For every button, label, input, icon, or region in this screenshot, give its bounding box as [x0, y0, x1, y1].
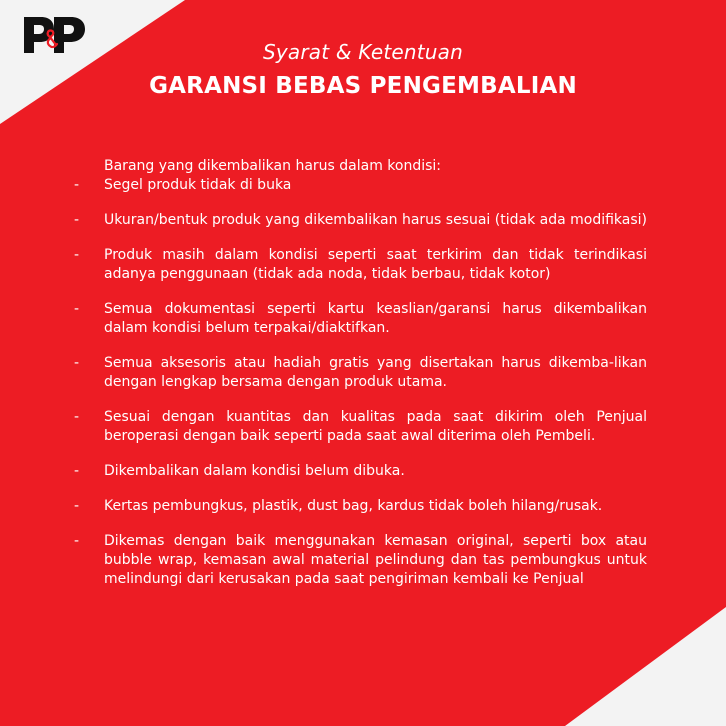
terms-item — [74, 211, 647, 230]
terms-item-text: Dikembalikan dalam kondisi belum dibuka. — [104, 463, 405, 479]
terms-item — [74, 497, 647, 516]
terms-item-text: Produk masih dalam kondisi seperti saat terkirim dan tidak terindikasi adanya penggunaan (tidak ada noda, tidak berbau, tidak kotor) — [104, 247, 647, 282]
bullet-dash: - — [74, 533, 80, 549]
bullet-dash: - — [74, 409, 80, 425]
page-title: GARANSI BEBAS PENGEMBALIAN — [149, 73, 577, 99]
terms-item — [74, 354, 647, 392]
terms-item-text: Kertas pembungkus, plastik, dust bag, kardus tidak boleh hilang/rusak. — [104, 498, 603, 514]
terms-item-text: Ukuran/bentuk produk yang dikembalikan harus sesuai (tidak ada modifikasi) — [104, 212, 648, 228]
bullet-dash: - — [74, 212, 80, 228]
subtitle: Syarat & Ketentuan — [263, 40, 463, 64]
terms-content — [74, 157, 647, 589]
terms-item — [74, 246, 647, 284]
terms-intro: Barang yang dikembalikan harus dalam kondisi: — [104, 158, 442, 174]
terms-item-text: Sesuai dengan kuantitas dan kualitas pada saat dikirim oleh Penjual beroperasi dengan baik seperti pada saat awal diterima oleh Pembeli. — [104, 409, 647, 444]
bullet-dash: - — [74, 247, 80, 263]
terms-item-text: Dikemas dengan baik menggunakan kemasan original, seperti box atau bubble wrap, kemasan awal material pelindung dan tas pembungkus untuk melindungi dari kerusakan pada saat pengiriman kembali ke Penjual — [104, 533, 647, 587]
terms-item-text: Semua aksesoris atau hadiah gratis yang disertakan harus dikemba-likan dengan lengkap bersama dengan produk utama. — [104, 355, 647, 390]
bullet-dash: - — [74, 177, 80, 193]
terms-item — [74, 300, 647, 338]
terms-item-text: Semua dokumentasi seperti kartu keaslian/garansi harus dikembalikan dalam kondisi belum terpakai/diaktifkan. — [104, 301, 647, 336]
terms-item — [74, 532, 647, 589]
bullet-dash: - — [74, 498, 80, 514]
terms-list — [74, 176, 647, 589]
bullet-dash: - — [74, 355, 80, 371]
bullet-dash: - — [74, 463, 80, 479]
terms-item-text: Segel produk tidak di buka — [104, 177, 292, 193]
terms-item — [74, 176, 647, 195]
terms-item — [74, 462, 647, 481]
terms-item — [74, 408, 647, 446]
bullet-dash: - — [74, 301, 80, 317]
